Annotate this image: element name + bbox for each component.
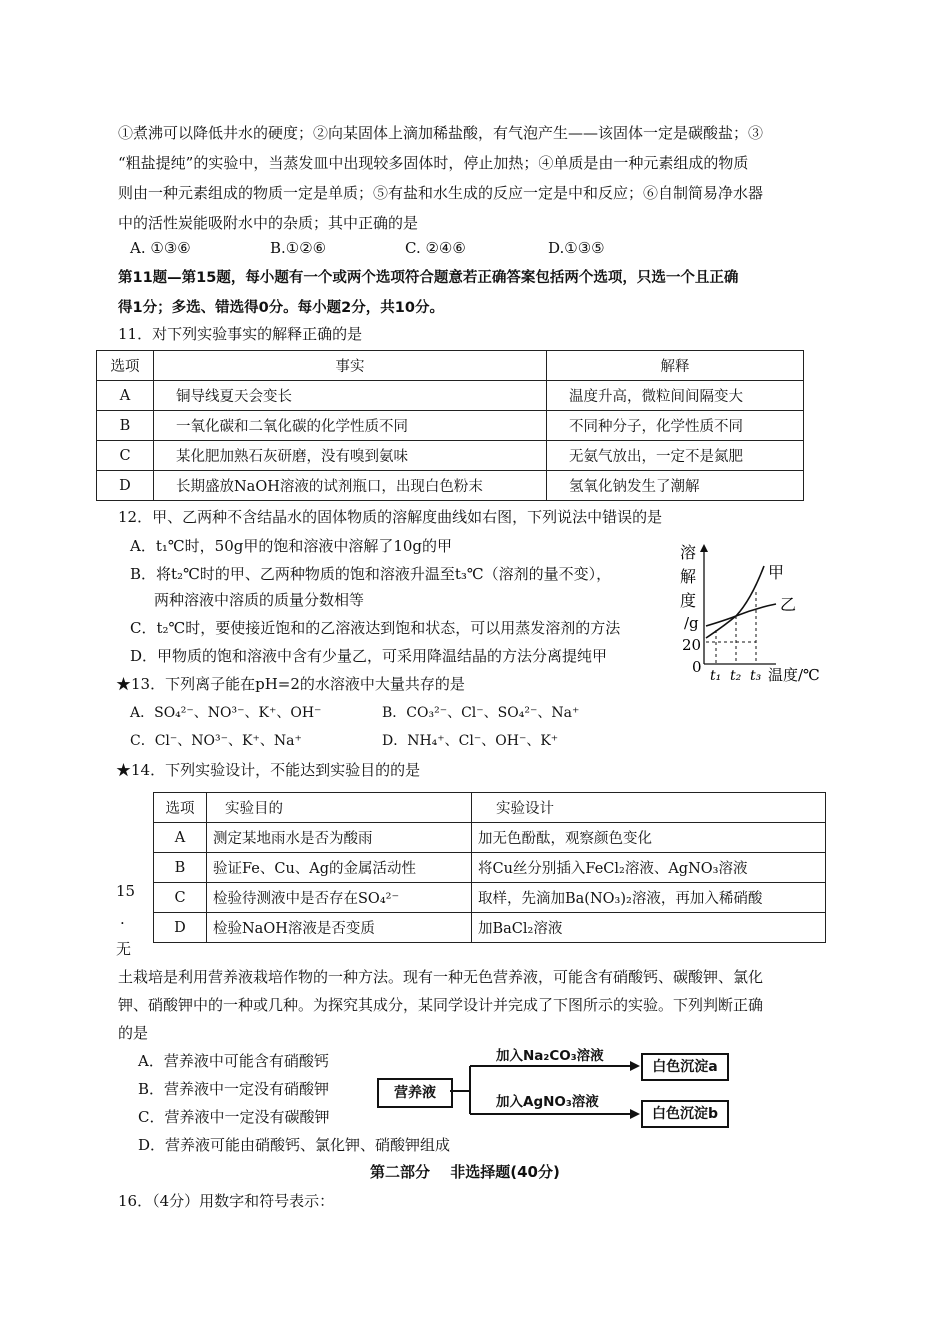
q12-option-b-line2: 两种溶液中溶质的质量分数相等 [154, 591, 365, 609]
chart-ylabel-3: 度 [680, 591, 697, 610]
table-row [154, 823, 826, 853]
q12-option-b-line1: B．将t₂℃时的甲、乙两种物质的饱和溶液升温至t₃℃（溶剂的量不变）， [130, 565, 612, 583]
q11-cell: 铜导线夏天会变长 [154, 381, 547, 411]
q10-line3: 则由一种元素组成的物质一定是单质；⑤有盐和水生成的反应一定是中和反应；⑥自制简易净水器 [118, 184, 764, 202]
chart-ylabel-2: 解 [680, 567, 697, 586]
q13-option-a: A．SO₄²⁻、NO³⁻、K⁺、OH⁻ [130, 705, 322, 721]
q11-cell: 氢氧化钠发生了潮解 [547, 471, 804, 501]
chart-ylabel-1: 溶 [680, 543, 697, 562]
q10-option-c: C. ②④⑥ [405, 239, 466, 257]
q12-option-a: A．t₁℃时，50g甲的饱和溶液中溶解了10g的甲 [130, 537, 453, 555]
chart-series-yi [706, 604, 776, 626]
table-row [97, 351, 804, 381]
table-row [154, 913, 826, 943]
q16-stem: 16．（4分）用数字和符号表示： [118, 1192, 335, 1210]
q15-number: 15 [116, 882, 136, 900]
chart-yunit: /g [684, 614, 699, 632]
q11-header-fact: 事实 [154, 351, 547, 381]
q14-table [153, 792, 826, 943]
q14-cell: D [154, 913, 207, 943]
flow-result-a-box: 白色沉淀a [641, 1053, 729, 1081]
q14-cell: 取样，先滴加Ba(NO₃)₂溶液，再加入稀硝酸 [472, 883, 826, 913]
q15-option-d: D．营养液可能由硝酸钙、氯化钾、硝酸钾组成 [138, 1136, 451, 1154]
q11-stem: 11．对下列实验事实的解释正确的是 [118, 325, 363, 343]
q14-cell: 检验待测液中是否存在SO₄²⁻ [207, 883, 472, 913]
q13-option-d: D．NH₄⁺、Cl⁻、OH⁻、K⁺ [382, 733, 559, 749]
q14-stem: ★14．下列实验设计，不能达到实验目的的是 [116, 761, 421, 779]
table-row [97, 381, 804, 411]
q11-cell: C [97, 441, 154, 471]
chart-tick-t2: t₂ [730, 668, 742, 684]
chart-tick-t3: t₃ [750, 668, 762, 684]
solubility-chart [676, 538, 836, 688]
chart-label-yi: 乙 [780, 595, 797, 614]
q11-cell: 不同种分子，化学性质不同 [547, 411, 804, 441]
q15-option-c: C．营养液中一定没有碳酸钾 [138, 1108, 330, 1126]
flow-result-b-box: 白色沉淀b [641, 1100, 729, 1128]
q11-cell: 温度升高，微粒间间隔变大 [547, 381, 804, 411]
chart-y-arrow [700, 544, 708, 552]
q10-line1: ①煮沸可以降低井水的硬度；②向某固体上滴加稀盐酸，有气泡产生——该固体一定是碳酸盐；③ [118, 124, 764, 142]
q15-number-dot: . [120, 910, 125, 928]
q11-cell: A [97, 381, 154, 411]
q10-option-b: B.①②⑥ [270, 239, 327, 257]
chart-xlabel: 温度/℃ [768, 666, 820, 684]
q14-cell: C [154, 883, 207, 913]
instruction-line2: 得1分；多选、错选得0分。每小题2分，共10分。 [118, 300, 444, 316]
q15-first-char: 无 [116, 940, 132, 958]
q12-option-c: C．t₂℃时，要使接近饱和的乙溶液达到饱和状态，可以用蒸发溶剂的方法 [130, 619, 621, 637]
q11-header-explain: 解释 [547, 351, 804, 381]
q14-cell: 加BaCl₂溶液 [472, 913, 826, 943]
q11-header-option: 选项 [97, 351, 154, 381]
q11-cell: D [97, 471, 154, 501]
table-row [154, 883, 826, 913]
q14-cell: 检验NaOH溶液是否变质 [207, 913, 472, 943]
chart-label-jia: 甲 [768, 563, 785, 582]
q13-option-c: C．Cl⁻、NO³⁻、K⁺、Na⁺ [130, 733, 302, 749]
q11-cell: 无氨气放出，一定不是氮肥 [547, 441, 804, 471]
q13-stem: ★13．下列离子能在pH=2的水溶液中大量共存的是 [116, 675, 465, 693]
q11-cell: B [97, 411, 154, 441]
chart-ytick-20: 20 [682, 636, 702, 654]
q11-cell: 一氧化碳和二氧化碳的化学性质不同 [154, 411, 547, 441]
q14-cell: 测定某地雨水是否为酸雨 [207, 823, 472, 853]
part2-heading: 第二部分 非选择题(40分) [370, 1163, 560, 1181]
q14-cell: A [154, 823, 207, 853]
q15-line1: 土栽培是利用营养液栽培作物的一种方法。现有一种无色营养液，可能含有硝酸钙、碳酸钾、氯化 [118, 968, 764, 986]
table-row [97, 441, 804, 471]
table-row [154, 853, 826, 883]
chart-tick-t1: t₁ [710, 668, 722, 684]
q12-stem: 12．甲、乙两种不含结晶水的固体物质的溶解度曲线如右图，下列说法中错误的是 [118, 508, 663, 526]
q14-header-option: 选项 [154, 793, 207, 823]
instruction-line1: 第11题—第15题，每小题有一个或两个选项符合题意若正确答案包括两个选项，只选一个且正确 [118, 270, 739, 286]
chart-origin: 0 [692, 658, 702, 676]
q11-cell: 长期盛放NaOH溶液的试剂瓶口，出现白色粉末 [154, 471, 547, 501]
table-row [97, 471, 804, 501]
flow-step1-label: 加入Na₂CO₃溶液 [496, 1048, 604, 1064]
q14-cell: 将Cu丝分别插入FeCl₂溶液、AgNO₃溶液 [472, 853, 826, 883]
q14-cell: 加无色酚酞，观察颜色变化 [472, 823, 826, 853]
q15-line2: 钾、硝酸钾中的一种或几种。为探究其成分，某同学设计并完成了下图所示的实验。下列判断正确 [118, 996, 764, 1014]
q10-line4: 中的活性炭能吸附水中的杂质；其中正确的是 [118, 214, 419, 232]
chart-series-jia [706, 566, 764, 638]
q14-cell: B [154, 853, 207, 883]
table-row [154, 793, 826, 823]
q11-table [96, 350, 804, 501]
table-row [97, 411, 804, 441]
q15-option-b: B．营养液中一定没有硝酸钾 [138, 1080, 330, 1098]
q14-header-design: 实验设计 [472, 793, 826, 823]
q14-cell: 验证Fe、Cu、Ag的金属活动性 [207, 853, 472, 883]
q11-cell: 某化肥加熟石灰研磨，没有嗅到氨味 [154, 441, 547, 471]
q10-line2: “粗盐提纯”的实验中，当蒸发皿中出现较多固体时，停止加热；④单质是由一种元素组成的物质 [118, 154, 749, 172]
q13-option-b: B．CO₃²⁻、Cl⁻、SO₄²⁻、Na⁺ [382, 705, 580, 721]
q10-option-d: D.①③⑤ [548, 239, 605, 257]
q15-line3: 的是 [118, 1024, 149, 1042]
q15-option-a: A．营养液中可能含有硝酸钙 [138, 1052, 329, 1070]
flow-source-box: 营养液 [377, 1078, 453, 1108]
q14-header-goal: 实验目的 [207, 793, 472, 823]
q10-option-a: A. ①③⑥ [130, 239, 191, 257]
q12-option-d: D．甲物质的饱和溶液中含有少量乙，可采用降温结晶的方法分离提纯甲 [130, 647, 608, 665]
flow-step2-label: 加入AgNO₃溶液 [496, 1094, 599, 1110]
